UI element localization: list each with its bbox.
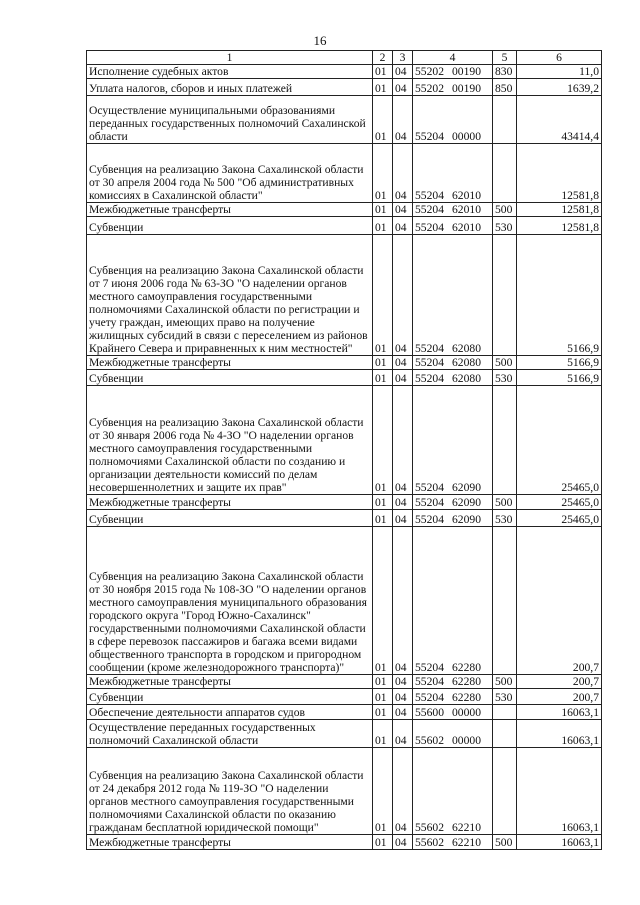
- target-article-prefix: 55204: [415, 356, 444, 369]
- subsection-code-cell: 04: [393, 495, 413, 510]
- row-name-cell: Субвенции: [87, 217, 373, 235]
- table-row: [87, 144, 602, 203]
- target-article-prefix: 55204: [415, 496, 444, 509]
- expense-type-cell: 500: [493, 356, 517, 370]
- header-row: [87, 51, 602, 65]
- target-article-suffix: 62090: [452, 481, 481, 494]
- row-name-cell: Межбюджетные трансферты: [87, 203, 373, 217]
- header-cell-3: 3: [393, 51, 413, 65]
- target-article-suffix: 00000: [452, 706, 481, 719]
- row-name-cell: Субвенция на реализацию Закона Сахалинской области от 30 апреля 2004 года № 500 "Об административных комиссиях в Сахалинской области": [87, 144, 373, 203]
- subsection-code-cell: 04: [393, 96, 413, 144]
- expense-type-cell: 530: [493, 510, 517, 527]
- budget-table: [86, 50, 602, 850]
- subsection-code-cell: 04: [393, 217, 413, 235]
- target-article-cell: [413, 386, 493, 495]
- row-name-cell: Осуществление переданных государственных полномочий Сахалинской области: [87, 720, 373, 748]
- header-cell-2: 2: [373, 51, 393, 65]
- expense-type-cell: 500: [493, 675, 517, 689]
- row-name-cell: Субвенция на реализацию Закона Сахалинской области от 30 января 2006 года № 4-ЗО "О наделении органов местного самоуправления государственными полномочиями Сахалинской области по созданию и организации деятельности комиссий по делам несовершеннолетних и защите их прав": [87, 386, 373, 495]
- subsection-code-cell: 04: [393, 203, 413, 217]
- target-article-cell: [413, 510, 493, 527]
- amount-cell: 25465,0: [517, 510, 602, 527]
- target-article-prefix: 55202: [415, 82, 444, 95]
- subsection-code-cell: 04: [393, 356, 413, 370]
- expense-type-cell: [493, 748, 517, 835]
- section-code-cell: 01: [373, 96, 393, 144]
- row-name-cell: Субвенции: [87, 689, 373, 705]
- table-row: [87, 510, 602, 527]
- table-row: [87, 370, 602, 386]
- subsection-code-cell: 04: [393, 689, 413, 705]
- row-name-cell: Межбюджетные трансферты: [87, 835, 373, 850]
- amount-cell: 5166,9: [517, 370, 602, 386]
- section-code-cell: 01: [373, 835, 393, 850]
- section-code-cell: 01: [373, 720, 393, 748]
- subsection-code-cell: 04: [393, 235, 413, 356]
- row-name-cell: Субвенции: [87, 510, 373, 527]
- row-name-cell: Межбюджетные трансферты: [87, 356, 373, 370]
- target-article-prefix: 55602: [415, 734, 444, 747]
- target-article-prefix: 55204: [415, 372, 444, 385]
- section-code-cell: 01: [373, 144, 393, 203]
- row-name-cell: Исполнение судебных актов: [87, 65, 373, 79]
- expense-type-cell: 850: [493, 79, 517, 96]
- table-row: [87, 495, 602, 510]
- row-name-cell: Осуществление муниципальными образованиями переданных государственных полномочий Сахалинской области: [87, 96, 373, 144]
- target-article-cell: [413, 96, 493, 144]
- amount-cell: 16063,1: [517, 705, 602, 720]
- target-article-prefix: 55204: [415, 691, 444, 704]
- row-name-cell: Субвенции: [87, 370, 373, 386]
- amount-cell: 16063,1: [517, 720, 602, 748]
- row-name-cell: Субвенция на реализацию Закона Сахалинской области от 24 декабря 2012 года № 119-ЗО "О наделении органов местного самоуправления государственными полномочиями Сахалинской области по оказанию гражданам бесплатной юридической помощи": [87, 748, 373, 835]
- row-name-cell: Межбюджетные трансферты: [87, 675, 373, 689]
- expense-type-cell: 500: [493, 203, 517, 217]
- section-code-cell: 01: [373, 510, 393, 527]
- target-article-cell: [413, 527, 493, 675]
- expense-type-cell: 530: [493, 689, 517, 705]
- section-code-cell: 01: [373, 203, 393, 217]
- table-row: [87, 675, 602, 689]
- subsection-code-cell: 04: [393, 79, 413, 96]
- target-article-cell: [413, 65, 493, 79]
- target-article-suffix: 62080: [452, 372, 481, 385]
- section-code-cell: 01: [373, 705, 393, 720]
- header-cell-5: 5: [493, 51, 517, 65]
- amount-cell: 1639,2: [517, 79, 602, 96]
- amount-cell: 16063,1: [517, 835, 602, 850]
- table-row: [87, 79, 602, 96]
- target-article-suffix: 62210: [452, 836, 481, 849]
- subsection-code-cell: 04: [393, 65, 413, 79]
- target-article-cell: [413, 370, 493, 386]
- expense-type-cell: 530: [493, 370, 517, 386]
- target-article-prefix: 55204: [415, 342, 444, 355]
- section-code-cell: 01: [373, 386, 393, 495]
- target-article-prefix: 55202: [415, 65, 444, 78]
- subsection-code-cell: 04: [393, 527, 413, 675]
- target-article-suffix: 62080: [452, 356, 481, 369]
- amount-cell: 12581,8: [517, 144, 602, 203]
- subsection-code-cell: 04: [393, 835, 413, 850]
- expense-type-cell: [493, 705, 517, 720]
- subsection-code-cell: 04: [393, 510, 413, 527]
- row-name-cell: Уплата налогов, сборов и иных платежей: [87, 79, 373, 96]
- target-article-prefix: 55204: [415, 513, 444, 526]
- target-article-cell: [413, 835, 493, 850]
- target-article-prefix: 55204: [415, 221, 444, 234]
- table-row: [87, 356, 602, 370]
- row-name-cell: Субвенция на реализацию Закона Сахалинской области от 7 июня 2006 года № 63-ЗО "О наделении органов местного самоуправления государственными полномочиями Сахалинской области по регистрации и учету граждан, имеющих право на получение жилищных субсидий в связи с переселением из районов Крайнего Севера и приравненных к ним местностей": [87, 235, 373, 356]
- section-code-cell: 01: [373, 356, 393, 370]
- row-name-cell: Обеспечение деятельности аппаратов судов: [87, 705, 373, 720]
- target-article-prefix: 55204: [415, 661, 444, 674]
- target-article-suffix: 00000: [452, 734, 481, 747]
- table-row: [87, 748, 602, 835]
- expense-type-cell: [493, 720, 517, 748]
- target-article-suffix: 00000: [452, 130, 481, 143]
- target-article-prefix: 55204: [415, 203, 444, 216]
- target-article-suffix: 62090: [452, 513, 481, 526]
- target-article-suffix: 62010: [452, 203, 481, 216]
- expense-type-cell: 530: [493, 217, 517, 235]
- section-code-cell: 01: [373, 495, 393, 510]
- section-code-cell: 01: [373, 527, 393, 675]
- amount-cell: 200,7: [517, 675, 602, 689]
- amount-cell: 12581,8: [517, 203, 602, 217]
- amount-cell: 12581,8: [517, 217, 602, 235]
- target-article-suffix: 62010: [452, 189, 481, 202]
- target-article-suffix: 00190: [452, 65, 481, 78]
- target-article-cell: [413, 748, 493, 835]
- target-article-prefix: 55602: [415, 836, 444, 849]
- header-cell-1: 1: [87, 51, 373, 65]
- target-article-suffix: 62280: [452, 675, 481, 688]
- target-article-prefix: 55204: [415, 130, 444, 143]
- section-code-cell: 01: [373, 689, 393, 705]
- table-row: [87, 203, 602, 217]
- expense-type-cell: [493, 96, 517, 144]
- table-row: [87, 720, 602, 748]
- table-row: [87, 235, 602, 356]
- row-name-cell: Межбюджетные трансферты: [87, 495, 373, 510]
- table-row: [87, 527, 602, 675]
- target-article-prefix: 55204: [415, 481, 444, 494]
- target-article-cell: [413, 217, 493, 235]
- section-code-cell: 01: [373, 235, 393, 356]
- table-row: [87, 65, 602, 79]
- table-row: [87, 386, 602, 495]
- subsection-code-cell: 04: [393, 370, 413, 386]
- section-code-cell: 01: [373, 65, 393, 79]
- target-article-cell: [413, 203, 493, 217]
- target-article-suffix: 00190: [452, 82, 481, 95]
- target-article-prefix: 55602: [415, 821, 444, 834]
- target-article-cell: [413, 720, 493, 748]
- target-article-cell: [413, 705, 493, 720]
- subsection-code-cell: 04: [393, 705, 413, 720]
- section-code-cell: 01: [373, 370, 393, 386]
- amount-cell: 5166,9: [517, 235, 602, 356]
- subsection-code-cell: 04: [393, 386, 413, 495]
- page-number: 16: [313, 33, 327, 48]
- expense-type-cell: 500: [493, 495, 517, 510]
- target-article-prefix: 55204: [415, 675, 444, 688]
- amount-cell: 25465,0: [517, 495, 602, 510]
- target-article-cell: [413, 689, 493, 705]
- section-code-cell: 01: [373, 675, 393, 689]
- row-name-cell: Субвенция на реализацию Закона Сахалинской области от 30 ноября 2015 года № 108-ЗО "О наделении органов местного самоуправления муниципального образования городского округа "Город Южно-Сахалинск" государственными полномочиями Сахалинской области в сфере перевозок пассажиров и багажа всеми видами общественного транспорта в городском и пригородном сообщении (кроме железнодорожного транспорта)": [87, 527, 373, 675]
- subsection-code-cell: 04: [393, 748, 413, 835]
- table-row: [87, 835, 602, 850]
- target-article-cell: [413, 79, 493, 96]
- table-row: [87, 96, 602, 144]
- target-article-cell: [413, 235, 493, 356]
- target-article-cell: [413, 144, 493, 203]
- table-row: [87, 689, 602, 705]
- section-code-cell: 01: [373, 748, 393, 835]
- expense-type-cell: 830: [493, 65, 517, 79]
- amount-cell: 43414,4: [517, 96, 602, 144]
- expense-type-cell: 500: [493, 835, 517, 850]
- amount-cell: 200,7: [517, 689, 602, 705]
- target-article-cell: [413, 675, 493, 689]
- target-article-suffix: 62080: [452, 342, 481, 355]
- amount-cell: 25465,0: [517, 386, 602, 495]
- section-code-cell: 01: [373, 217, 393, 235]
- target-article-cell: [413, 356, 493, 370]
- table-row: [87, 705, 602, 720]
- subsection-code-cell: 04: [393, 144, 413, 203]
- target-article-prefix: 55600: [415, 706, 444, 719]
- subsection-code-cell: 04: [393, 675, 413, 689]
- target-article-prefix: 55204: [415, 189, 444, 202]
- target-article-cell: [413, 495, 493, 510]
- amount-cell: 200,7: [517, 527, 602, 675]
- expense-type-cell: [493, 235, 517, 356]
- amount-cell: 11,0: [517, 65, 602, 79]
- subsection-code-cell: 04: [393, 720, 413, 748]
- expense-type-cell: [493, 144, 517, 203]
- expense-type-cell: [493, 386, 517, 495]
- expense-type-cell: [493, 527, 517, 675]
- target-article-suffix: 62210: [452, 821, 481, 834]
- target-article-suffix: 62280: [452, 661, 481, 674]
- target-article-suffix: 62090: [452, 496, 481, 509]
- target-article-suffix: 62280: [452, 691, 481, 704]
- section-code-cell: 01: [373, 79, 393, 96]
- table-row: [87, 217, 602, 235]
- amount-cell: 5166,9: [517, 356, 602, 370]
- header-cell-6: 6: [517, 51, 602, 65]
- target-article-suffix: 62010: [452, 221, 481, 234]
- header-cell-4: 4: [413, 51, 493, 65]
- amount-cell: 16063,1: [517, 748, 602, 835]
